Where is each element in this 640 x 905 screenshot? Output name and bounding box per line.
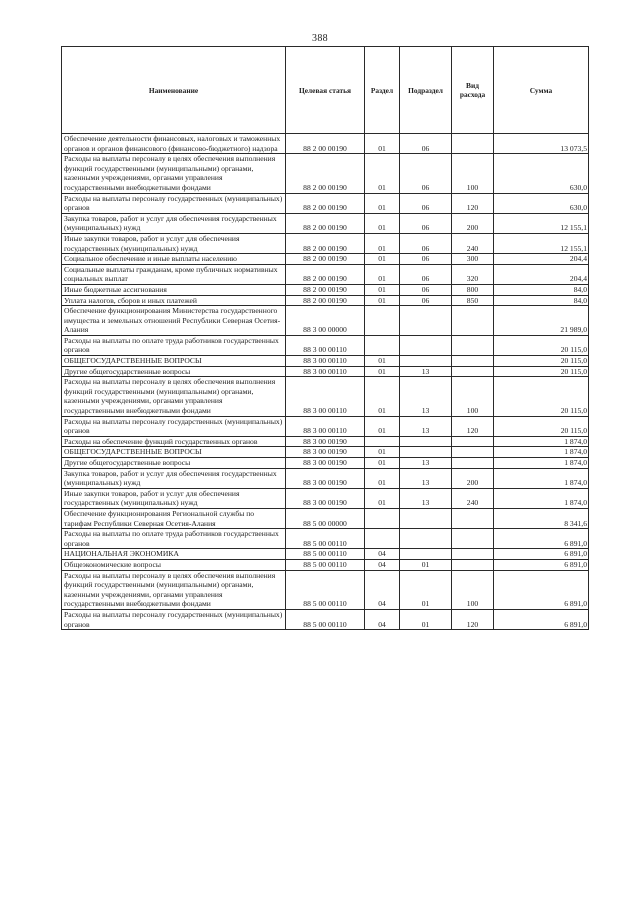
header-section: Раздел [365, 47, 400, 134]
cell-target: 88 3 00 00000 [286, 306, 365, 336]
table-row [62, 264, 589, 284]
cell-expense-type: 300 [452, 254, 494, 265]
cell-subsection: 06 [400, 213, 452, 233]
table-row [62, 549, 589, 560]
table-row [62, 154, 589, 193]
cell-section: 01 [365, 264, 400, 284]
cell-name: Расходы на выплаты по оплате труда работников государственных органов [62, 335, 286, 355]
cell-subsection: 13 [400, 488, 452, 508]
cell-subsection [400, 356, 452, 367]
cell-amount: 84,0 [494, 284, 589, 295]
cell-section: 01 [365, 284, 400, 295]
cell-subsection [400, 549, 452, 560]
table-row [62, 570, 589, 609]
cell-target: 88 2 00 00190 [286, 193, 365, 213]
cell-target: 88 5 00 00110 [286, 559, 365, 570]
cell-name: Общеэкономические вопросы [62, 559, 286, 570]
cell-amount: 6 891,0 [494, 570, 589, 609]
cell-section [365, 436, 400, 447]
cell-subsection: 13 [400, 377, 452, 416]
cell-subsection: 06 [400, 264, 452, 284]
cell-expense-type [452, 458, 494, 469]
cell-subsection: 01 [400, 559, 452, 570]
cell-amount: 20 115,0 [494, 416, 589, 436]
table-row [62, 193, 589, 213]
cell-name: Иные закупки товаров, работ и услуг для обеспечения государственных (муниципальных) нужд [62, 488, 286, 508]
cell-target: 88 5 00 00110 [286, 549, 365, 560]
cell-expense-type: 100 [452, 377, 494, 416]
table-row [62, 508, 589, 528]
cell-expense-type [452, 366, 494, 377]
cell-name: Уплата налогов, сборов и иных платежей [62, 295, 286, 306]
table-row [62, 284, 589, 295]
cell-section: 01 [365, 356, 400, 367]
table-row [62, 436, 589, 447]
cell-section: 04 [365, 570, 400, 609]
cell-expense-type [452, 559, 494, 570]
cell-expense-type: 100 [452, 154, 494, 193]
cell-subsection: 06 [400, 295, 452, 306]
cell-expense-type [452, 356, 494, 367]
table-row [62, 468, 589, 488]
cell-amount: 13 073,5 [494, 134, 589, 154]
cell-name: Социальное обеспечение и иные выплаты населению [62, 254, 286, 265]
cell-amount: 8 341,6 [494, 508, 589, 528]
cell-expense-type [452, 306, 494, 336]
cell-expense-type: 240 [452, 233, 494, 253]
cell-section: 04 [365, 559, 400, 570]
cell-target: 88 2 00 00190 [286, 233, 365, 253]
cell-amount: 204,4 [494, 264, 589, 284]
cell-expense-type [452, 549, 494, 560]
table-body [62, 134, 589, 630]
table-row [62, 335, 589, 355]
cell-target: 88 3 00 00110 [286, 335, 365, 355]
header-amount: Сумма [494, 47, 589, 134]
cell-expense-type [452, 447, 494, 458]
cell-subsection [400, 335, 452, 355]
cell-section [365, 335, 400, 355]
cell-subsection: 06 [400, 233, 452, 253]
cell-amount: 630,0 [494, 193, 589, 213]
cell-amount: 1 874,0 [494, 447, 589, 458]
cell-subsection [400, 436, 452, 447]
table-row [62, 366, 589, 377]
table-row [62, 488, 589, 508]
cell-name: Расходы на выплаты персоналу государственных (муниципальных) органов [62, 193, 286, 213]
table-row [62, 356, 589, 367]
cell-subsection: 06 [400, 254, 452, 265]
cell-name: Другие общегосударственные вопросы [62, 458, 286, 469]
table-row [62, 213, 589, 233]
cell-expense-type: 120 [452, 416, 494, 436]
cell-subsection: 13 [400, 458, 452, 469]
cell-amount: 12 155,1 [494, 213, 589, 233]
table-row [62, 295, 589, 306]
cell-section: 01 [365, 458, 400, 469]
cell-expense-type [452, 529, 494, 549]
cell-name: Закупка товаров, работ и услуг для обеспечения государственных (муниципальных) нужд [62, 213, 286, 233]
cell-subsection: 01 [400, 570, 452, 609]
cell-target: 88 5 00 00110 [286, 570, 365, 609]
cell-expense-type: 100 [452, 570, 494, 609]
cell-name: ОБЩЕГОСУДАРСТВЕННЫЕ ВОПРОСЫ [62, 447, 286, 458]
cell-section [365, 529, 400, 549]
cell-section: 01 [365, 468, 400, 488]
cell-expense-type: 320 [452, 264, 494, 284]
cell-subsection: 13 [400, 468, 452, 488]
table-row [62, 254, 589, 265]
cell-subsection: 06 [400, 193, 452, 213]
table-row [62, 306, 589, 336]
cell-amount: 6 891,0 [494, 549, 589, 560]
table-row [62, 134, 589, 154]
cell-name: Расходы на выплаты персоналу в целях обеспечения выполнения функций государственными (муниципальными) органами, казенными учреждениями, органами управления государственными внебюджетными фондами [62, 377, 286, 416]
cell-name: Расходы на обеспечение функций государственных органов [62, 436, 286, 447]
cell-subsection: 06 [400, 154, 452, 193]
cell-subsection: 13 [400, 416, 452, 436]
cell-name: Расходы на выплаты персоналу в целях обеспечения выполнения функций государственными (муниципальными) органами, казенными учреждениями, органами управления государственными внебюджетными фондами [62, 154, 286, 193]
cell-subsection [400, 447, 452, 458]
cell-expense-type [452, 508, 494, 528]
cell-target: 88 2 00 00190 [286, 295, 365, 306]
cell-name: Расходы на выплаты по оплате труда работников государственных органов [62, 529, 286, 549]
cell-name: Обеспечение функционирования Министерства государственного имущества и земельных отношений Республики Северная Осетия-Алания [62, 306, 286, 336]
cell-section: 01 [365, 134, 400, 154]
cell-name: ОБЩЕГОСУДАРСТВЕННЫЕ ВОПРОСЫ [62, 356, 286, 367]
cell-amount: 21 989,0 [494, 306, 589, 336]
cell-section: 01 [365, 295, 400, 306]
cell-target: 88 3 00 00110 [286, 377, 365, 416]
cell-expense-type: 800 [452, 284, 494, 295]
cell-subsection [400, 529, 452, 549]
cell-name: Расходы на выплаты персоналу в целях обеспечения выполнения функций государственными (муниципальными) органами, казенными учреждениями, органами управления государственными внебюджетными фондами [62, 570, 286, 609]
cell-section: 01 [365, 233, 400, 253]
cell-amount: 1 874,0 [494, 468, 589, 488]
cell-target: 88 3 00 00190 [286, 488, 365, 508]
cell-target: 88 3 00 00190 [286, 468, 365, 488]
cell-section: 01 [365, 366, 400, 377]
cell-target: 88 2 00 00190 [286, 154, 365, 193]
cell-section: 04 [365, 549, 400, 560]
cell-amount: 12 155,1 [494, 233, 589, 253]
cell-expense-type [452, 436, 494, 447]
cell-section: 01 [365, 254, 400, 265]
cell-name: Обеспечение функционирования Региональной службы по тарифам Республики Северная Осетия-Алания [62, 508, 286, 528]
cell-amount: 1 874,0 [494, 436, 589, 447]
table-header-row [62, 47, 589, 134]
cell-target: 88 2 00 00190 [286, 213, 365, 233]
cell-target: 88 3 00 00110 [286, 366, 365, 377]
header-name: Наименование [62, 47, 286, 134]
cell-name: Другие общегосударственные вопросы [62, 366, 286, 377]
cell-expense-type [452, 134, 494, 154]
cell-amount: 6 891,0 [494, 559, 589, 570]
cell-target: 88 2 00 00190 [286, 254, 365, 265]
cell-amount: 84,0 [494, 295, 589, 306]
cell-subsection: 06 [400, 134, 452, 154]
table-row [62, 447, 589, 458]
cell-target: 88 3 00 00110 [286, 356, 365, 367]
cell-amount: 20 115,0 [494, 377, 589, 416]
cell-amount: 6 891,0 [494, 529, 589, 549]
cell-section: 01 [365, 377, 400, 416]
cell-section: 01 [365, 193, 400, 213]
cell-target: 88 2 00 00190 [286, 284, 365, 295]
cell-expense-type: 120 [452, 193, 494, 213]
table-row [62, 233, 589, 253]
cell-section [365, 508, 400, 528]
cell-name: Расходы на выплаты персоналу государственных (муниципальных) органов [62, 416, 286, 436]
cell-target: 88 5 00 00110 [286, 609, 365, 629]
budget-table [61, 46, 589, 630]
cell-name: Закупка товаров, работ и услуг для обеспечения государственных (муниципальных) нужд [62, 468, 286, 488]
cell-subsection [400, 306, 452, 336]
cell-section: 01 [365, 488, 400, 508]
cell-target: 88 3 00 00190 [286, 447, 365, 458]
cell-amount: 20 115,0 [494, 335, 589, 355]
cell-name: НАЦИОНАЛЬНАЯ ЭКОНОМИКА [62, 549, 286, 560]
cell-subsection: 13 [400, 366, 452, 377]
cell-section [365, 306, 400, 336]
cell-amount: 1 874,0 [494, 488, 589, 508]
cell-expense-type: 120 [452, 609, 494, 629]
cell-name: Иные закупки товаров, работ и услуг для обеспечения государственных (муниципальных) нужд [62, 233, 286, 253]
cell-subsection [400, 508, 452, 528]
cell-name: Обеспечение деятельности финансовых, налоговых и таможенных органов и органов финансового (финансово-бюджетного) надзора [62, 134, 286, 154]
cell-amount: 1 874,0 [494, 458, 589, 469]
cell-target: 88 2 00 00190 [286, 264, 365, 284]
cell-section: 01 [365, 213, 400, 233]
cell-name: Иные бюджетные ассигнования [62, 284, 286, 295]
cell-target: 88 3 00 00110 [286, 416, 365, 436]
cell-amount: 630,0 [494, 154, 589, 193]
header-subsection: Подраздел [400, 47, 452, 134]
cell-target: 88 5 00 00110 [286, 529, 365, 549]
table-row [62, 609, 589, 629]
cell-amount: 20 115,0 [494, 366, 589, 377]
cell-section: 04 [365, 609, 400, 629]
cell-amount: 6 891,0 [494, 609, 589, 629]
table-row [62, 458, 589, 469]
cell-expense-type: 200 [452, 468, 494, 488]
cell-amount: 204,4 [494, 254, 589, 265]
cell-target: 88 3 00 00190 [286, 458, 365, 469]
cell-expense-type: 240 [452, 488, 494, 508]
cell-section: 01 [365, 447, 400, 458]
cell-expense-type: 850 [452, 295, 494, 306]
cell-name: Расходы на выплаты персоналу государственных (муниципальных) органов [62, 609, 286, 629]
table-row [62, 529, 589, 549]
header-expense-type: Вид расхода [452, 47, 494, 134]
table-row [62, 377, 589, 416]
cell-expense-type [452, 335, 494, 355]
cell-target: 88 2 00 00190 [286, 134, 365, 154]
table-row [62, 416, 589, 436]
cell-target: 88 3 00 00190 [286, 436, 365, 447]
cell-amount: 20 115,0 [494, 356, 589, 367]
cell-expense-type: 200 [452, 213, 494, 233]
cell-section: 01 [365, 154, 400, 193]
table-row [62, 559, 589, 570]
cell-name: Социальные выплаты гражданам, кроме публичных нормативных социальных выплат [62, 264, 286, 284]
cell-subsection: 01 [400, 609, 452, 629]
page-number: 388 [312, 33, 328, 44]
cell-target: 88 5 00 00000 [286, 508, 365, 528]
cell-subsection: 06 [400, 284, 452, 295]
header-target: Целевая статья [286, 47, 365, 134]
cell-section: 01 [365, 416, 400, 436]
